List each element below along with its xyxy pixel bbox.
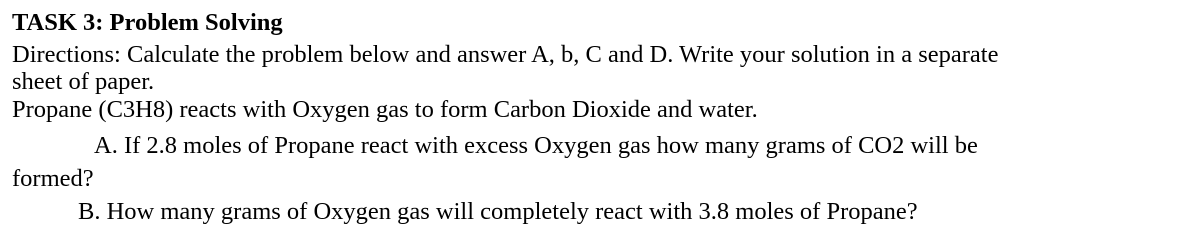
question-b: B. How many grams of Oxygen gas will completely react with 3.8 moles of Propane?: [78, 198, 918, 225]
task-title: TASK 3: Problem Solving: [12, 9, 283, 36]
directions-text-line-1: Directions: Calculate the problem below and answer A, b, C and D. Write your solution in a separate: [12, 41, 999, 68]
question-a-line-2: formed?: [12, 165, 94, 192]
problem-premise: Propane (C3H8) reacts with Oxygen gas to form Carbon Dioxide and water.: [12, 96, 758, 123]
question-a-line-1: A. If 2.8 moles of Propane react with excess Oxygen gas how many grams of CO2 will be: [94, 132, 978, 159]
directions-text-line-2: sheet of paper.: [12, 68, 155, 95]
